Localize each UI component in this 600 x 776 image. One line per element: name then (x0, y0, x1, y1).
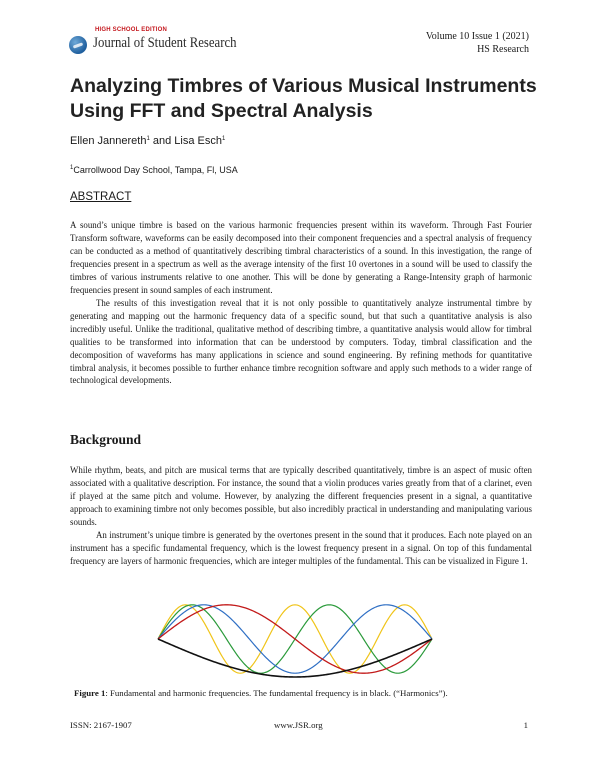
affiliation (70, 165, 238, 175)
volume-line: Volume 10 Issue 1 (2021) (425, 31, 529, 42)
abstract-heading: ABSTRACT (70, 191, 132, 203)
background-paragraph-2: An instrument’s unique timbre is generated by the overtones present in the sound that it produces. Each note played on an instrument has a specific fundamental frequency, which is the lowest frequency present in a signal. On top of this fundamental frequency are layers of harmonic frequencies, which are integer multiples of the fundamental. This can be visualized in Figure 1. (70, 530, 532, 566)
affil-mark: 1 (70, 165, 74, 171)
background-heading: Background (70, 432, 142, 447)
author-list (70, 135, 225, 147)
harmonics-figure (150, 598, 440, 680)
caption-text: : Fundamental and harmonic frequencies. The fundamental frequency is in black. (“Harmonics”). (105, 688, 448, 698)
logo-edition: HIGH SCHOOL EDITION (95, 27, 168, 33)
logo-journal-name: Journal of Student Research (93, 35, 237, 51)
article-title (70, 74, 540, 124)
volume-info (426, 30, 529, 56)
author-1-affil-mark: 1 (146, 136, 150, 142)
journal-logo (69, 26, 237, 58)
author-2: and Lisa Esch (149, 135, 222, 147)
author-2-affil-mark: 1 (221, 136, 226, 142)
title-line-2: Using FFT and Spectral Analysis (70, 100, 373, 122)
figure-caption (74, 688, 448, 698)
caption-label: Figure 1 (74, 688, 106, 698)
author-1: Ellen Jannereth (70, 135, 147, 147)
affiliation-text: Carrollwood Day School, Tampa, Fl, USA (73, 165, 238, 175)
publisher-line: HS Research (477, 44, 529, 55)
abstract-paragraph-1: A sound’s unique timbre is based on the various harmonic frequencies present within its waveform. Through Fast Fourier Transform software, waveforms can be easily decomposed into their component frequencies and a spectral analysis of frequency can be conducted as a method of quantitatively describing timbral characteristics of a sound. In this investigation, the range of frequencies present in a spectrum as well as the average intensity of the first 10 overtones in a sound will be used to classify the timbres of various instruments relative to one another. This will be done by generating a Range-Intensity graph of harmonic frequencies present in sound samples of each instrument. (70, 220, 532, 295)
footer-issn: ISSN: 2167-1907 (70, 720, 132, 730)
title-line-1: Analyzing Timbres of Various Musical Instruments (70, 75, 537, 97)
footer-url[interactable]: www.JSR.org (274, 720, 323, 730)
abstract-paragraph-2: The results of this investigation reveal that it is not only possible to quantitatively analyze instrumental timbre by generating and mapping out the harmonic frequency data of a specific sound, but that such a quantitative analysis is also incredibly useful. Unlike the traditional, qualitative method of describing timbre, a quantitative analysis would allow for timbral qualities to be transformed into information that can be understood by computers. Today, timbral classification and the decomposition of waveforms has many applications in science and sound engineering. By refining methods for quantitative timbral analysis, it becomes possible to further enhance timbre recognition software and apply such methods to a wider range of technological developments. (70, 298, 532, 386)
background-paragraph-1: While rhythm, beats, and pitch are musical terms that are typically described quantitatively, timbre is an aspect of music often associated with a qualitative description. For instance, the sound that a violin produces varies greatly from that of a clarinet, even if played at the same pitch and volume. However, by analyzing the different frequencies present in a signal, a quantitative approach to examining timbre not only becomes possible, but also incredibly practical in understanding and manipulating various sounds. (70, 465, 532, 527)
page-number: 1 (523, 720, 528, 730)
globe-logo-icon (69, 36, 87, 54)
